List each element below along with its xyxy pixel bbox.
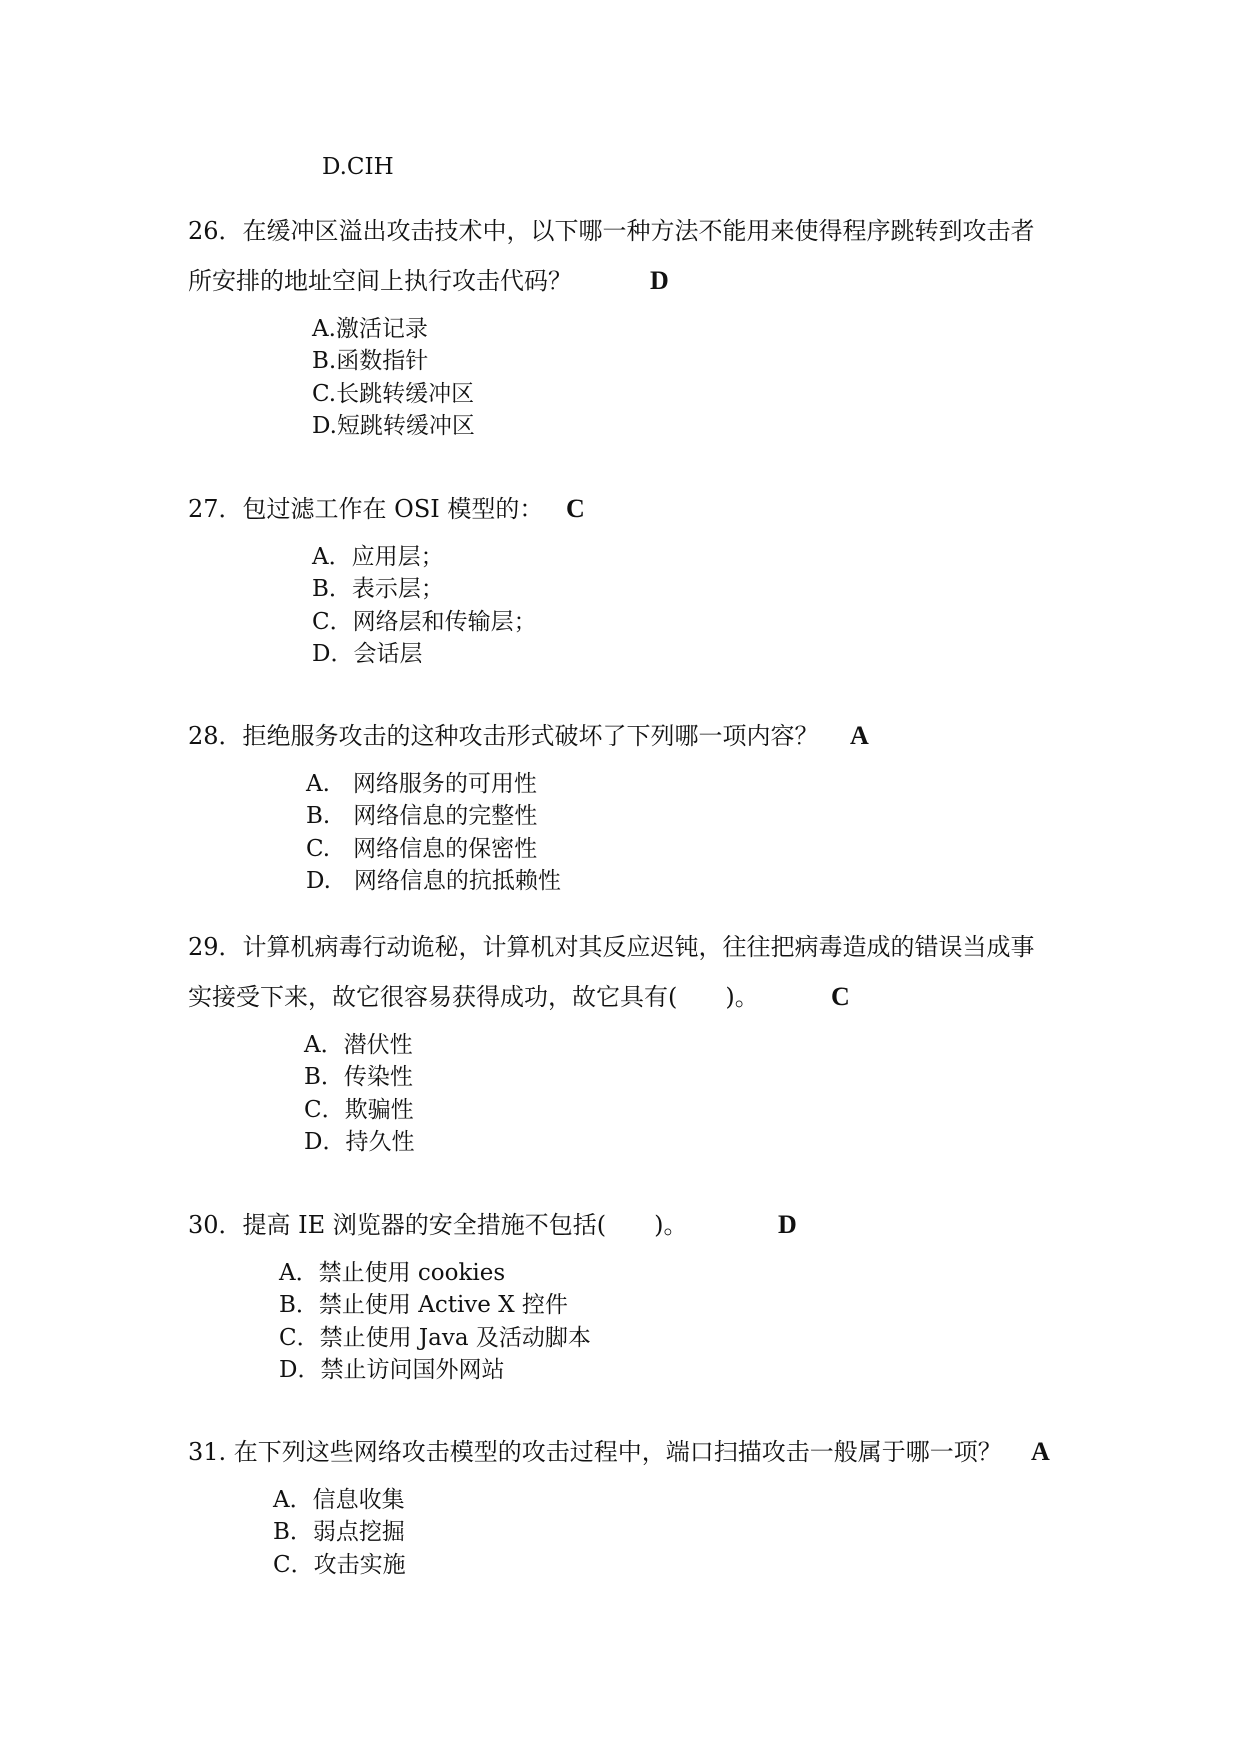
question-26-text-line1: 26．在缓冲区溢出攻击技术中，以下哪一种方法不能用来使得程序跳转到攻击者 — [188, 217, 1035, 245]
question-27-option-d: D．会话层 — [312, 641, 423, 667]
question-31-text — [188, 1437, 1050, 1467]
question-31-option-c: C．攻击实施 — [273, 1552, 406, 1578]
question-28-text-content: 28．拒绝服务攻击的这种攻击形式破坏了下列哪一项内容？ — [188, 722, 819, 750]
question-31-text-content: 31. 在下列这些网络攻击模型的攻击过程中，端口扫描攻击一般属于哪一项？ — [188, 1438, 1002, 1466]
question-28-text — [188, 721, 869, 751]
question-26-text-line2 — [188, 266, 669, 296]
question-30-option-c: C．禁止使用 Java 及活动脚本 — [279, 1325, 591, 1351]
question-27-option-b: B．表示层； — [312, 576, 444, 602]
question-26-option-b: B.函数指针 — [312, 348, 429, 374]
question-29-answer: C — [831, 982, 850, 1011]
question-28-option-c: C. 网络信息的保密性 — [306, 836, 538, 862]
question-26-text-line2-content: 所安排的地址空间上执行攻击代码？ — [188, 267, 572, 295]
question-28-option-d: D. 网络信息的抗抵赖性 — [306, 868, 561, 894]
option-prev-d: D.CIH — [322, 154, 394, 180]
question-30-option-a: A．禁止使用 cookies — [279, 1260, 506, 1286]
question-30-text-content: 30．提高 IE 浏览器的安全措施不包括( )。 — [188, 1211, 688, 1239]
question-26-option-c: C.长跳转缓冲区 — [312, 381, 475, 407]
question-26-option-a: A.激活记录 — [312, 316, 428, 342]
question-31-option-b: B．弱点挖掘 — [273, 1519, 405, 1545]
question-27-option-a: A．应用层； — [312, 544, 444, 570]
question-30-answer: D — [778, 1210, 797, 1239]
question-30-option-b: B．禁止使用 Active X 控件 — [279, 1292, 568, 1318]
question-28-option-a: A. 网络服务的可用性 — [306, 771, 537, 797]
question-31-option-a: A．信息收集 — [273, 1487, 405, 1513]
question-29-option-b: B．传染性 — [304, 1064, 413, 1090]
question-29-option-c: C．欺骗性 — [304, 1097, 414, 1123]
question-27-option-c: C．网络层和传输层； — [312, 609, 537, 635]
question-28-answer: A — [850, 721, 869, 750]
question-28-option-b: B. 网络信息的完整性 — [306, 803, 538, 829]
question-31-answer: A — [1031, 1437, 1050, 1466]
question-30-text — [188, 1210, 797, 1240]
question-29-text-line2-content: 实接受下来，故它很容易获得成功，故它具有( )。 — [188, 983, 759, 1011]
question-30-option-d: D．禁止访问国外网站 — [279, 1357, 505, 1383]
question-29-text-line1: 29．计算机病毒行动诡秘，计算机对其反应迟钝，往往把病毒造成的错误当成事 — [188, 933, 1035, 961]
question-27-text — [188, 494, 585, 524]
question-29-text-line2 — [188, 982, 850, 1012]
question-29-option-d: D．持久性 — [304, 1129, 415, 1155]
question-29-option-a: A．潜伏性 — [304, 1032, 413, 1058]
question-27-text-content: 27．包过滤工作在 OSI 模型的： — [188, 495, 544, 523]
question-27-answer: C — [566, 494, 585, 523]
question-26-answer: D — [650, 266, 669, 295]
question-26-option-d: D.短跳转缓冲区 — [312, 413, 475, 439]
